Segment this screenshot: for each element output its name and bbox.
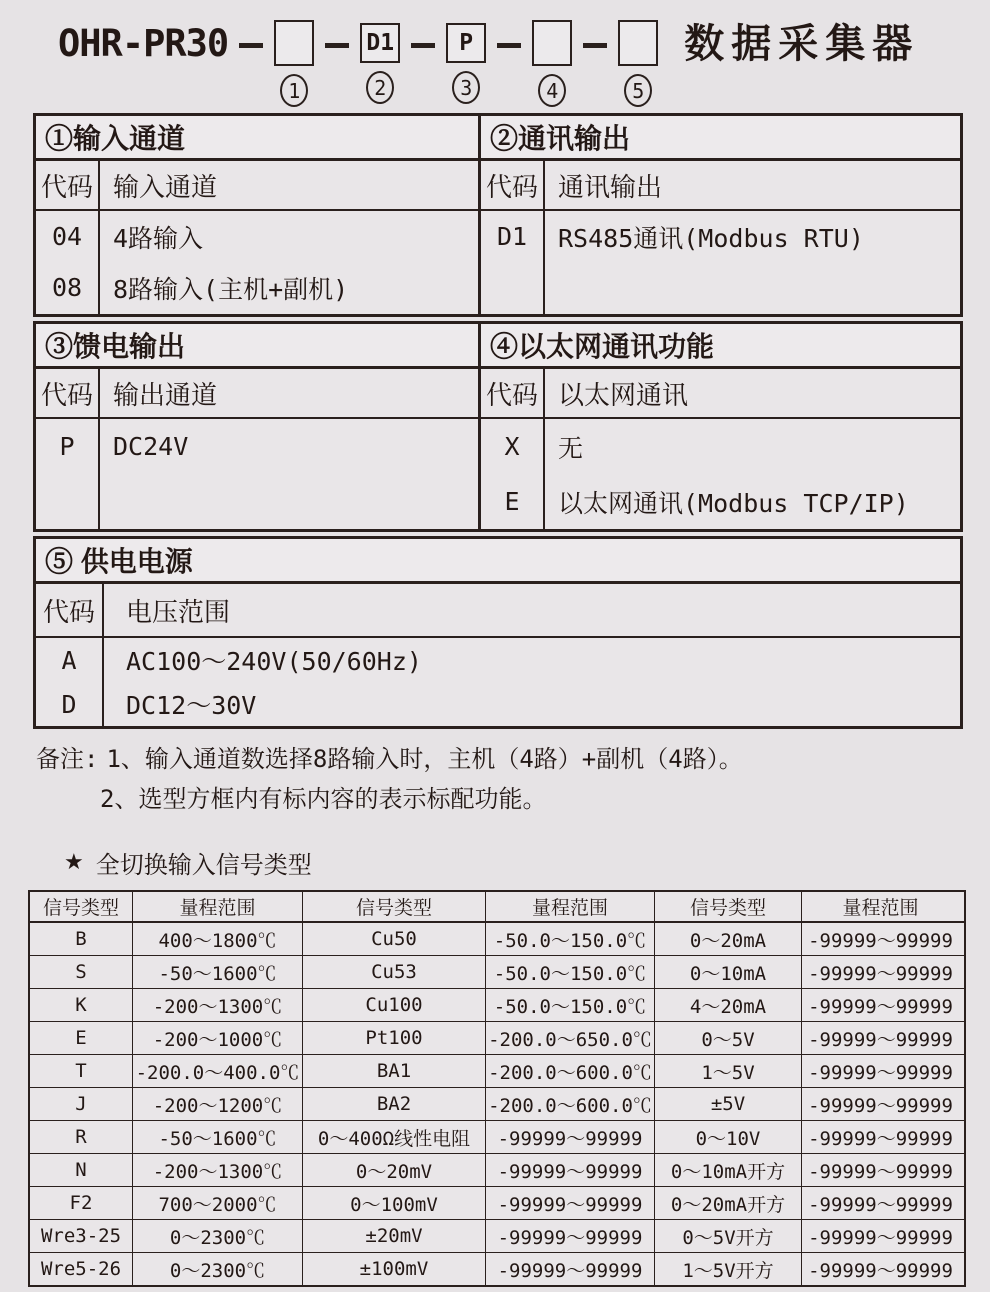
table-title: ①输入通道 bbox=[36, 116, 478, 161]
signal-table-row bbox=[30, 1186, 964, 1219]
separator-dash bbox=[325, 43, 349, 48]
model-box-5 bbox=[618, 20, 658, 66]
table-body bbox=[36, 419, 478, 529]
desc-cell: DC12～30V bbox=[126, 691, 257, 720]
signal-table-header bbox=[30, 892, 964, 922]
selection-tables bbox=[33, 113, 963, 729]
code-cell: D bbox=[61, 689, 77, 719]
model-slot-3 bbox=[446, 20, 486, 104]
range-cell: 400～1800℃ bbox=[133, 923, 303, 955]
table-body bbox=[481, 419, 960, 529]
signal-type-cell: 0～20mV bbox=[303, 1154, 486, 1186]
signal-type-cell: F2 bbox=[30, 1187, 133, 1219]
signal-type-cell: Wre3-25 bbox=[30, 1220, 133, 1252]
range-cell: -50.0～150.0℃ bbox=[486, 923, 655, 955]
column-header: 量程范围 bbox=[842, 897, 919, 919]
signal-type-cell: ±20mV bbox=[303, 1220, 486, 1252]
range-cell: -200.0～400.0℃ bbox=[133, 1055, 303, 1087]
desc-header: 通讯输出 bbox=[558, 172, 663, 203]
code-cell: D1 bbox=[496, 222, 528, 251]
signal-type-cell: ±5V bbox=[655, 1088, 802, 1120]
signal-table-row bbox=[30, 922, 964, 955]
signal-type-cell: 0～5V bbox=[655, 1022, 802, 1054]
desc-cell: 4路输入 bbox=[113, 223, 204, 253]
input-channel-table bbox=[33, 113, 481, 317]
feed-power-table bbox=[33, 321, 481, 532]
range-cell: -99999～99999 bbox=[808, 1061, 953, 1084]
code-column bbox=[36, 211, 100, 314]
code-header: 代码 bbox=[481, 161, 545, 209]
desc-cell: 8路输入(主机+副机) bbox=[113, 274, 349, 304]
desc-header: 输出通道 bbox=[113, 380, 218, 411]
signal-type-cell: BA2 bbox=[303, 1088, 486, 1120]
table-title: ④以太网通讯功能 bbox=[481, 324, 960, 369]
selection-block-row-3 bbox=[33, 536, 963, 729]
signal-table-row bbox=[30, 1219, 964, 1252]
code-cell: X bbox=[504, 432, 520, 461]
range-cell: -99999～99999 bbox=[808, 1127, 953, 1150]
comm-output-table bbox=[478, 113, 963, 317]
table-header-row bbox=[36, 161, 478, 211]
code-header: 代码 bbox=[481, 369, 545, 417]
code-cell: 04 bbox=[51, 222, 83, 251]
table-body bbox=[36, 211, 478, 314]
code-cell: P bbox=[59, 431, 75, 461]
circled-number-4: 4 bbox=[538, 74, 566, 107]
code-cell: E bbox=[504, 487, 520, 516]
table-title: ③馈电输出 bbox=[36, 324, 478, 369]
range-cell: -200.0～600.0℃ bbox=[486, 1055, 655, 1087]
range-cell: -99999～99999 bbox=[808, 1094, 953, 1117]
range-cell: 0～2300℃ bbox=[133, 1253, 303, 1285]
model-prefix: OHR-PR30 bbox=[58, 22, 229, 65]
range-cell: -99999～99999 bbox=[486, 1253, 655, 1285]
signal-type-table bbox=[28, 890, 966, 1287]
signal-type-cell: N bbox=[30, 1154, 133, 1186]
table-body bbox=[481, 211, 960, 314]
column-header: 信号类型 bbox=[30, 892, 133, 921]
product-name: 数据采集器 bbox=[684, 22, 920, 66]
signal-type-cell: BA1 bbox=[303, 1055, 486, 1087]
code-header: 代码 bbox=[36, 584, 104, 636]
code-header: 代码 bbox=[36, 161, 100, 209]
desc-column bbox=[100, 211, 478, 314]
desc-cell: 无 bbox=[558, 433, 584, 463]
desc-header: 输入通道 bbox=[113, 172, 218, 203]
desc-column bbox=[100, 419, 478, 529]
notes bbox=[36, 739, 990, 819]
code-cell: A bbox=[61, 645, 77, 675]
star-icon: ★ bbox=[64, 850, 84, 875]
circled-number-3: 3 bbox=[452, 71, 480, 104]
separator-dash bbox=[239, 43, 263, 48]
desc-cell: AC100～240V(50/60Hz) bbox=[126, 647, 422, 676]
signal-type-cell: 0～10V bbox=[655, 1121, 802, 1153]
table-header-row bbox=[481, 369, 960, 419]
desc-header: 电压范围 bbox=[126, 597, 231, 628]
signal-table-row bbox=[30, 955, 964, 988]
range-cell: -200～1200℃ bbox=[133, 1088, 303, 1120]
range-cell: -99999～99999 bbox=[808, 1226, 953, 1249]
code-column bbox=[481, 211, 545, 314]
desc-cell: DC24V bbox=[113, 431, 189, 461]
range-cell: -99999～99999 bbox=[808, 962, 953, 985]
signal-table-row bbox=[30, 1021, 964, 1054]
selection-block-row-1 bbox=[33, 113, 963, 317]
model-slot-1 bbox=[274, 20, 314, 107]
model-slot-4 bbox=[532, 20, 572, 107]
table-header-row bbox=[481, 161, 960, 211]
range-cell: -200.0～650.0℃ bbox=[486, 1022, 655, 1054]
signal-type-cell: B bbox=[30, 923, 133, 955]
signal-type-cell: E bbox=[30, 1022, 133, 1054]
range-cell: 0～2300℃ bbox=[133, 1220, 303, 1252]
code-column bbox=[36, 638, 104, 726]
range-cell: -99999～99999 bbox=[808, 995, 953, 1018]
model-slot-2 bbox=[360, 20, 400, 104]
range-cell: -200.0～600.0℃ bbox=[486, 1088, 655, 1120]
code-column bbox=[481, 419, 545, 529]
range-cell: -99999～99999 bbox=[486, 1220, 655, 1252]
note-item-1: 1、输入通道数选择8路输入时，主机（4路）+副机（4路）。 bbox=[106, 745, 743, 773]
circled-number-5: 5 bbox=[624, 74, 652, 107]
signal-type-cell: 0～400Ω线性电阻 bbox=[303, 1121, 486, 1153]
signal-type-cell: Cu100 bbox=[303, 989, 486, 1021]
ethernet-table bbox=[478, 321, 963, 532]
range-cell: -50.0～150.0℃ bbox=[486, 956, 655, 988]
range-cell: -50.0～150.0℃ bbox=[486, 989, 655, 1021]
range-cell: -99999～99999 bbox=[808, 1259, 953, 1282]
signal-type-cell: T bbox=[30, 1055, 133, 1087]
code-column bbox=[36, 419, 100, 529]
power-supply-table bbox=[33, 536, 963, 729]
selection-block-row-2 bbox=[33, 321, 963, 532]
desc-cell: 以太网通讯(Modbus TCP/IP) bbox=[558, 488, 909, 518]
notes-label: 备注: bbox=[36, 745, 99, 773]
signal-table-row bbox=[30, 1054, 964, 1087]
signal-type-cell: 4～20mA bbox=[655, 989, 802, 1021]
range-cell: -99999～99999 bbox=[486, 1154, 655, 1186]
code-header: 代码 bbox=[36, 369, 100, 417]
range-cell: -99999～99999 bbox=[808, 1160, 953, 1183]
range-cell: -99999～99999 bbox=[486, 1121, 655, 1153]
table-title: ②通讯输出 bbox=[481, 116, 960, 161]
signal-type-cell: 0～20mA bbox=[655, 923, 802, 955]
signal-type-cell: Cu53 bbox=[303, 956, 486, 988]
table-header-row bbox=[36, 584, 960, 638]
signal-table-body bbox=[30, 922, 964, 1285]
model-slot-5 bbox=[618, 20, 658, 107]
signal-table-row bbox=[30, 1087, 964, 1120]
signal-table-row bbox=[30, 1153, 964, 1186]
signal-type-cell: 0～20mA开方 bbox=[655, 1187, 802, 1219]
range-cell: -99999～99999 bbox=[808, 1028, 953, 1051]
range-cell: -99999～99999 bbox=[808, 929, 953, 952]
model-box-4 bbox=[532, 20, 572, 66]
signal-type-cell: 0～10mA bbox=[655, 956, 802, 988]
model-box-3: P bbox=[446, 23, 486, 63]
range-cell: -200～1000℃ bbox=[133, 1022, 303, 1054]
signal-type-cell: K bbox=[30, 989, 133, 1021]
separator-dash bbox=[583, 43, 607, 48]
model-code-line bbox=[58, 20, 990, 107]
signal-type-cell: S bbox=[30, 956, 133, 988]
model-box-2: D1 bbox=[360, 23, 400, 63]
column-header: 量程范围 bbox=[133, 892, 303, 921]
desc-column bbox=[545, 419, 960, 529]
circled-number-2: 2 bbox=[366, 71, 394, 104]
column-header: 信号类型 bbox=[303, 892, 486, 921]
desc-column bbox=[104, 638, 960, 726]
signal-table-row bbox=[30, 988, 964, 1021]
range-cell: -200～1300℃ bbox=[133, 989, 303, 1021]
model-box-1 bbox=[274, 20, 314, 66]
signal-table-row bbox=[30, 1120, 964, 1153]
signal-type-cell: 0～10mA开方 bbox=[655, 1154, 802, 1186]
separator-dash bbox=[411, 43, 435, 48]
signal-type-cell: R bbox=[30, 1121, 133, 1153]
signal-type-cell: 1～5V bbox=[655, 1055, 802, 1087]
column-header: 量程范围 bbox=[486, 892, 655, 921]
signal-type-cell: 0～5V开方 bbox=[655, 1220, 802, 1252]
signal-section-title: 全切换输入信号类型 bbox=[95, 851, 312, 879]
table-header-row bbox=[36, 369, 478, 419]
range-cell: -200～1300℃ bbox=[133, 1154, 303, 1186]
signal-type-cell: Cu50 bbox=[303, 923, 486, 955]
signal-type-cell: ±100mV bbox=[303, 1253, 486, 1285]
code-cell: 08 bbox=[51, 273, 83, 302]
signal-type-cell: 1～5V开方 bbox=[655, 1253, 802, 1285]
signal-type-cell: 0～100mV bbox=[303, 1187, 486, 1219]
circled-number-1: 1 bbox=[280, 74, 308, 107]
range-cell: 700～2000℃ bbox=[133, 1187, 303, 1219]
signal-type-cell: J bbox=[30, 1088, 133, 1120]
signal-type-cell: Wre5-26 bbox=[30, 1253, 133, 1285]
note-item-2: 2、选型方框内有标内容的表示标配功能。 bbox=[100, 785, 547, 813]
table-title: ⑤ 供电电源 bbox=[36, 539, 960, 584]
table-body bbox=[36, 638, 960, 726]
signal-type-cell: Pt100 bbox=[303, 1022, 486, 1054]
range-cell: -99999～99999 bbox=[808, 1193, 953, 1216]
signal-section-heading bbox=[64, 845, 990, 880]
desc-cell: RS485通讯(Modbus RTU) bbox=[558, 223, 864, 253]
desc-column bbox=[545, 211, 960, 314]
desc-header: 以太网通讯 bbox=[558, 380, 689, 411]
range-cell: -99999～99999 bbox=[486, 1187, 655, 1219]
range-cell: -50～1600℃ bbox=[133, 956, 303, 988]
signal-table-row bbox=[30, 1252, 964, 1285]
column-header: 信号类型 bbox=[655, 892, 802, 921]
separator-dash bbox=[497, 43, 521, 48]
range-cell: -50～1600℃ bbox=[133, 1121, 303, 1153]
